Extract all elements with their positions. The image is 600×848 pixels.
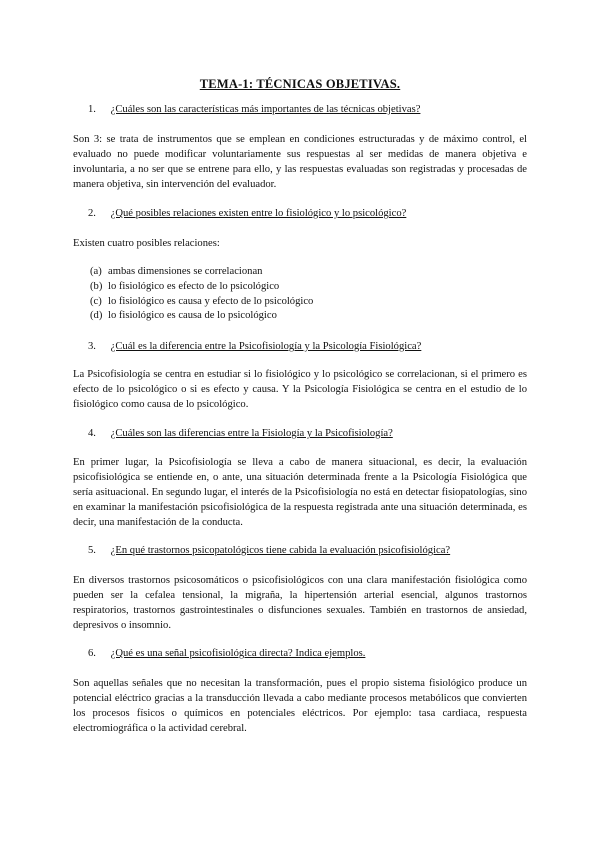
answer-6: Son aquellas señales que no necesitan la transformación, pues el propio sistema fisiológico produce un potencial eléctrico gracias a la transducción llevada a cabo mediante procesos metabólicos que convierten los procesos físicos o químicos en potenciales eléctricos. Por ejemplo: tasa cardiaca, respuesta electromiográfica o la actividad cerebral. <box>73 678 527 734</box>
answer-3: La Psicofisiología se centra en estudiar si lo fisiológico y lo psicológico se correlacionan, si el primero es efecto de lo psicológico o si es efecto y causa. Y la Psicología Fisiológica se centra en el estudio de lo fisiológico como causa de lo psicológico. <box>73 369 527 410</box>
relations-list <box>90 265 313 324</box>
question-text: ¿En qué trastornos psicopatológicos tiene cabida la evaluación psicofisiológica? <box>110 545 451 556</box>
question-number: 4. <box>88 428 96 439</box>
question-number: 5. <box>88 545 96 556</box>
question-number: 6. <box>88 648 96 659</box>
list-item: (d) lo fisiológico es causa de lo psicológico <box>90 310 277 322</box>
question-5 <box>88 545 450 556</box>
page-title: TEMA-1: TÉCNICAS OBJETIVAS. <box>199 77 401 91</box>
answer-2: Existen cuatro posibles relaciones: <box>73 238 220 249</box>
question-2 <box>88 208 406 219</box>
question-text: ¿Qué es una señal psicofisiológica directa? Indica ejemplos. <box>110 648 366 659</box>
list-item: (b) lo fisiológico es efecto de lo psicológico <box>90 280 280 292</box>
question-number: 3. <box>88 341 96 352</box>
question-text: ¿Cuál es la diferencia entre la Psicofisiología y la Psicología Fisiológica? <box>110 341 422 352</box>
question-number: 1. <box>88 104 96 115</box>
question-text: ¿Qué posibles relaciones existen entre lo fisiológico y lo psicológico? <box>110 208 407 219</box>
question-4 <box>88 428 393 439</box>
list-item: (a) ambas dimensiones se correlacionan <box>90 266 263 277</box>
question-6 <box>88 648 365 659</box>
answer-5: En diversos trastornos psicosomáticos o psicofisiológicos con una clara manifestación fisiológica como pueden ser la cefalea tensional, la migraña, la hipertensión arterial esencial, algunos trastornos respiratorios, trastornos gastrointestinales o disfunciones sexuales. También en trastornos de ansiedad, depresivos o insomnio. <box>73 575 527 631</box>
question-3 <box>88 341 421 352</box>
answer-4: En primer lugar, la Psicofisiología se lleva a cabo de manera situacional, es decir, la evaluación psicofisiológica se entiende en, o ante, una situación determinada frente a la Psicología Fisiológica que sería asituacional. En segundo lugar, el interés de la Psicofisiología no está en detectar fisiopatologías, sino en examinar la manifestación psicofisiológica de la respuesta registrada ante una situación determinada, es decir, una manifestación de la conducta. <box>73 457 527 528</box>
list-item: (c) lo fisiológico es causa y efecto de lo psicológico <box>90 295 314 307</box>
answer-1: Son 3: se trata de instrumentos que se emplean en condiciones estructuradas y de máximo control, el evaluado no puede modificar voluntariamente sus respuestas al ser medidas de manera objetiva e involuntaria, a no ser que se entrene para ello, y las respuestas evaluadas son registradas y procesadas de manera objetiva, sin intervención del evaluador. <box>73 134 527 190</box>
question-number: 2. <box>88 208 96 219</box>
question-1 <box>88 104 420 115</box>
question-text: ¿Cuáles son las diferencias entre la Fisiología y la Psicofisiología? <box>110 428 393 439</box>
question-text: ¿Cuáles son las características más importantes de las técnicas objetivas? <box>110 104 421 115</box>
